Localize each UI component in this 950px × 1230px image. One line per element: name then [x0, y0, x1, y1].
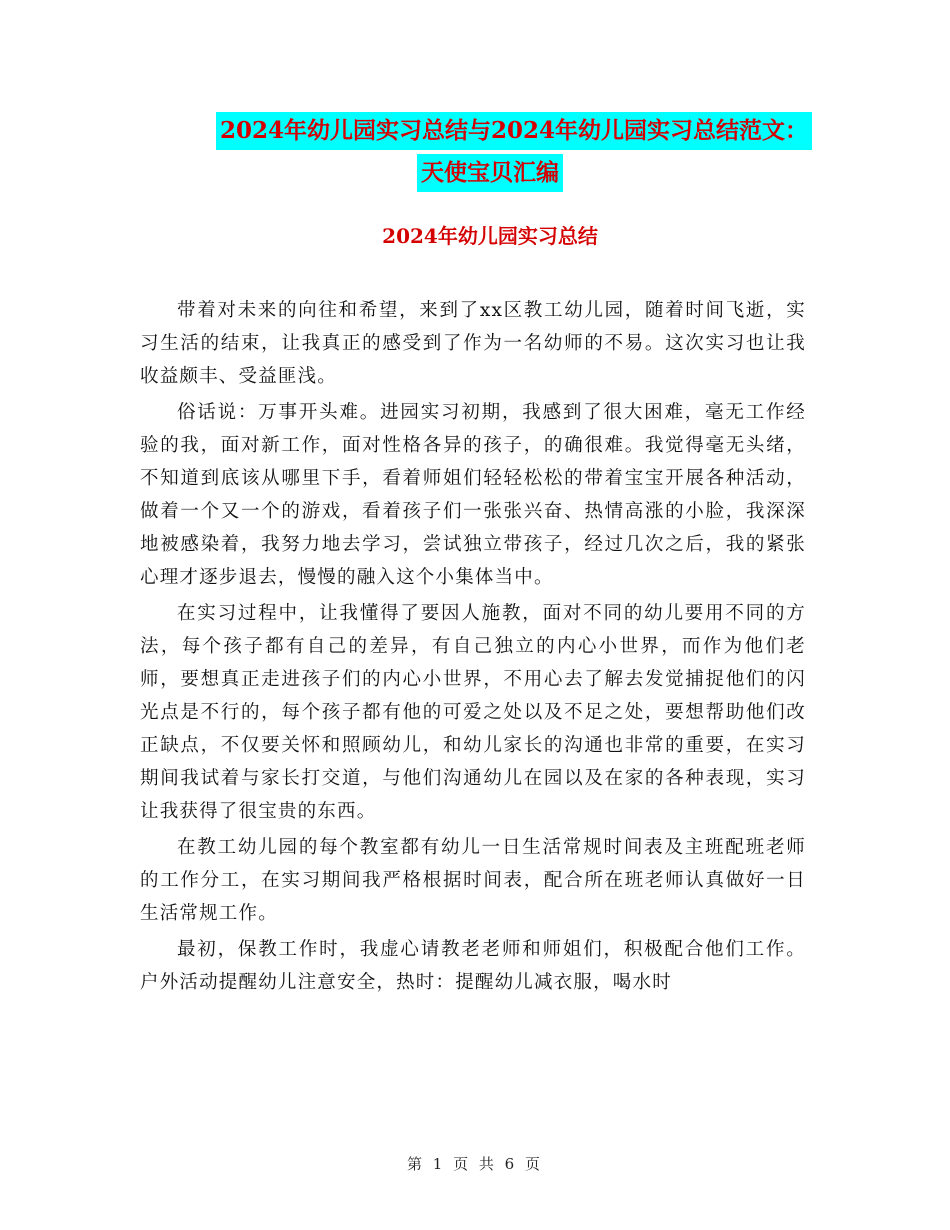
document-body	[140, 294, 806, 1002]
paragraph: 在教工幼儿园的每个教室都有幼儿一日生活常规时间表及主班配班老师的工作分工，在实习期间我严格根据时间表，配合所在班老师认真做好一日生活常规工作。	[140, 837, 806, 924]
paragraph: 最初，保教工作时，我虚心请教老老师和师姐们，积极配合他们工作。户外活动提醒幼儿注意安全，热时：提醒幼儿减衣服，喝水时	[140, 939, 806, 993]
section-heading: 2024年幼儿园实习总结	[382, 224, 598, 248]
title-line-2: 天使宝贝汇编	[417, 154, 563, 192]
title-line-1: 2024年幼儿园实习总结与2024年幼儿园实习总结范文：	[216, 112, 812, 150]
page-footer: 第 1 页 共 6 页	[407, 1155, 543, 1173]
paragraph: 在实习过程中，让我懂得了要因人施教，面对不同的幼儿要用不同的方法，每个孩子都有自己的差异，有自己独立的内心小世界，而作为他们老师，要想真正走进孩子们的内心小世界，不用心去了解去发觉捕捉他们的闪光点是不行的，每个孩子都有他的可爱之处以及不足之处，要想帮助他们改正缺点，不仅要关怀和照顾幼儿，和幼儿家长的沟通也非常的重要，在实习期间我试着与家长打交道，与他们沟通幼儿在园以及在家的各种表现，实习让我获得了很宝贵的东西。	[140, 603, 806, 822]
paragraph: 带着对未来的向往和希望，来到了xx区教工幼儿园，随着时间飞逝，实习生活的结束，让我真正的感受到了作为一名幼师的不易。这次实习也让我收益颇丰、受益匪浅。	[140, 300, 806, 387]
paragraph: 俗话说：万事开头难。进园实习初期，我感到了很大困难，毫无工作经验的我，面对新工作，面对性格各异的孩子，的确很难。我觉得毫无头绪，不知道到底该从哪里下手，看着师姐们轻轻松松的带着宝宝开展各种活动，做着一个又一个的游戏，看着孩子们一张张兴奋、热情高涨的小脸，我深深地被感染着，我努力地去学习，尝试独立带孩子，经过几次之后，我的紧张心理才逐步退去，慢慢的融入这个小集体当中。	[140, 402, 806, 588]
document-title	[140, 112, 840, 192]
